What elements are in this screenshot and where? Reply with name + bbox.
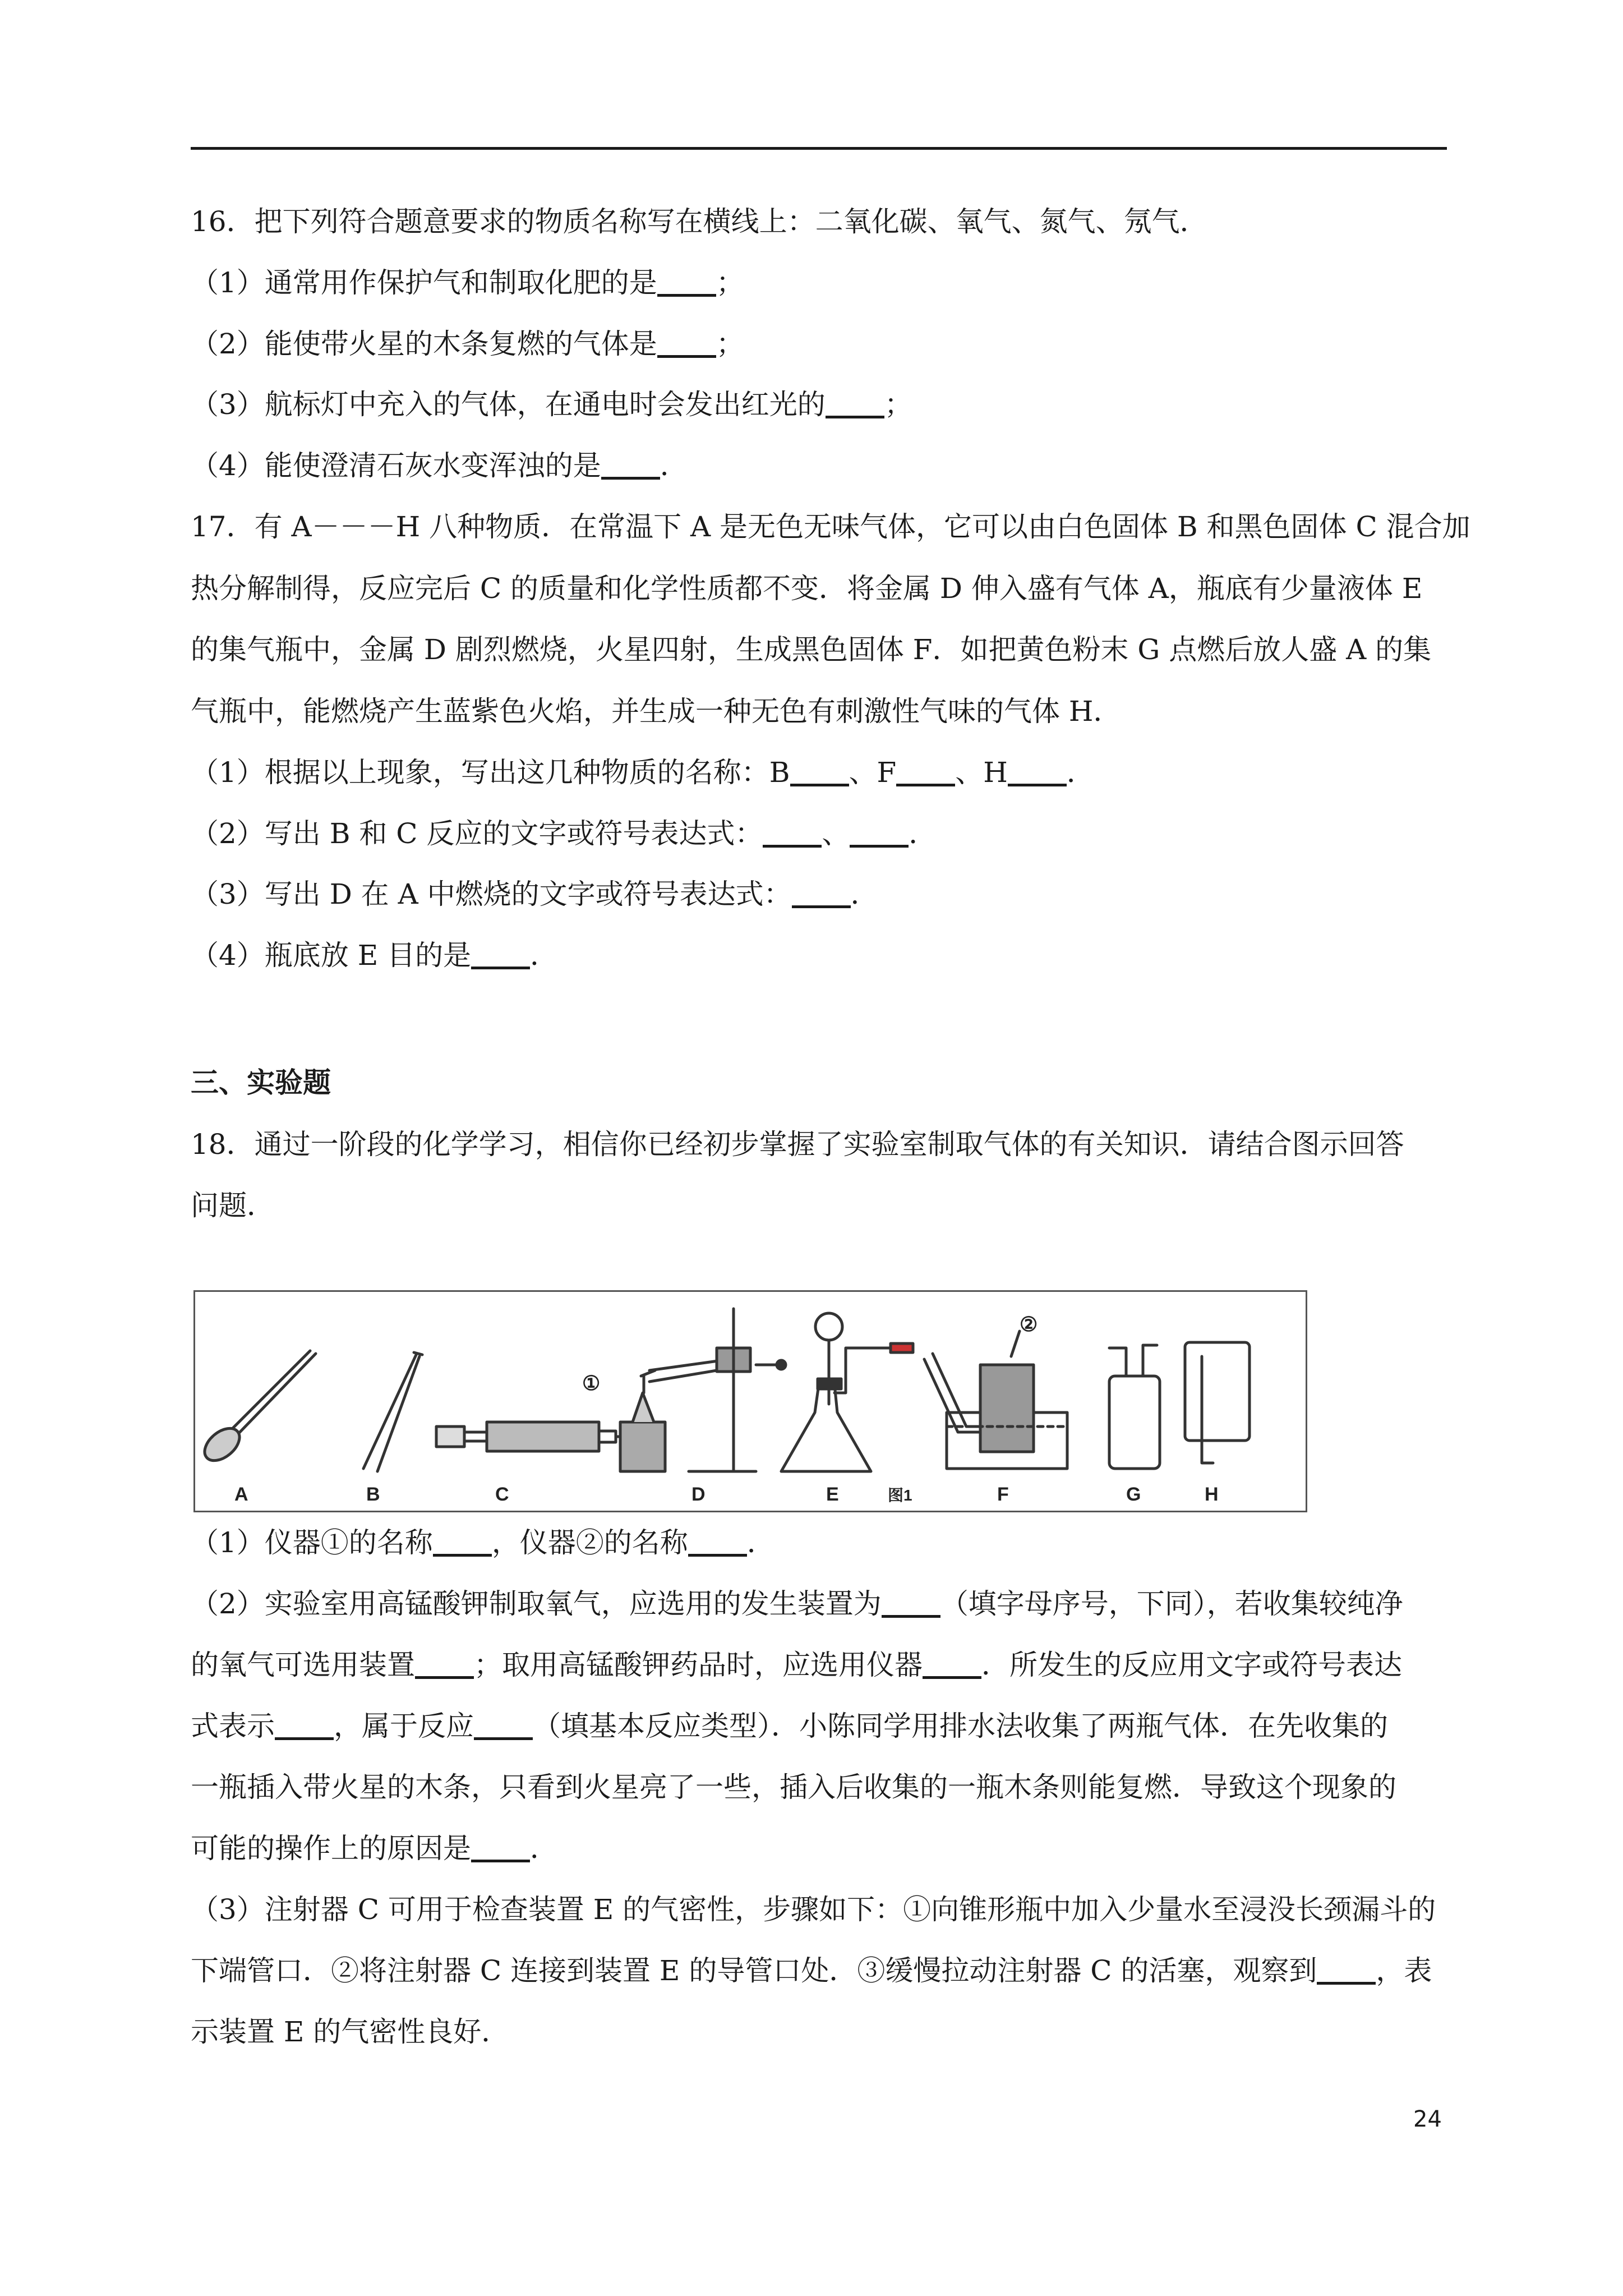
water-trough-drawing: [924, 1331, 1067, 1469]
q18-stem-line2: 问题．: [191, 1189, 275, 1222]
answer-blank[interactable]: [1317, 1957, 1376, 1985]
syringe-drawing: [436, 1422, 633, 1451]
q17-stem-line1: 17．有 A－－－H 八种物质．在常温下 A 是无色无味气体，它可以由白色固体 B 和黑色固体 C 混合加: [191, 510, 1470, 543]
q16-stem: 16．把下列符合题意要求的物质名称写在横线上：二氧化碳、氧气、氮气、氖气．: [191, 205, 1208, 238]
figure-label-f: F: [997, 1484, 1009, 1505]
figure-marker-1: ①: [582, 1372, 601, 1395]
tweezers-drawing: [363, 1352, 422, 1471]
figure-label-a: A: [234, 1484, 248, 1505]
q16-part4: （4）能使澄清石灰水变浑浊的是 ．: [191, 449, 688, 482]
answer-blank[interactable]: [826, 391, 884, 418]
figure-marker-2: ②: [1020, 1313, 1038, 1336]
answer-blank[interactable]: [688, 1529, 747, 1557]
q17-part2: （2）写出 B 和 C 反应的文字或符号表达式： 、 ．: [191, 817, 937, 850]
q18-part2-line4: 一瓶插入带火星的木条，只看到火星亮了一些，插入后收集的一瓶木条则能复燃．导致这个现象的: [191, 1771, 1396, 1803]
page-number: 24: [1413, 2106, 1442, 2132]
answer-blank[interactable]: [601, 452, 660, 480]
q17-part4: （4）瓶底放 E 目的是 ．: [191, 939, 559, 972]
q18-part2-line3: 式表示 ，属于反应 （填基本反应类型）．小陈同学用排水法收集了两瓶气体．在先收集的: [191, 1710, 1388, 1742]
answer-blank[interactable]: [275, 1713, 334, 1740]
figure-label-d: D: [691, 1484, 706, 1505]
q18-stem-line1: 18．通过一阶段的化学学习，相信你已经初步掌握了实验室制取气体的有关知识．请结合图示回答: [191, 1128, 1404, 1161]
answer-blank[interactable]: [433, 1529, 492, 1557]
answer-blank[interactable]: [763, 820, 822, 848]
q17-stem-line3: 的集气瓶中，金属 D 剧烈燃烧，火星四射，生成黑色固体 F．如把黄色粉末 G 点燃后放人盛 A 的集: [191, 633, 1432, 666]
figure-label-c: C: [495, 1484, 509, 1505]
figure-label-h: H: [1205, 1484, 1219, 1505]
figure-label-g: G: [1126, 1484, 1141, 1505]
apparatus-figure: [193, 1290, 1307, 1512]
q17-stem-line2: 热分解制得，反应完后 C 的质量和化学性质都不变．将金属 D 伸入盛有气体 A，瓶底有少量液体 E: [191, 572, 1423, 605]
answer-blank[interactable]: [896, 759, 955, 786]
answer-blank[interactable]: [1008, 759, 1067, 786]
q18-part1: （1）仪器①的名称 ，仪器②的名称 ．: [191, 1526, 775, 1559]
answer-blank[interactable]: [415, 1651, 474, 1679]
q18-part3-line1: （3）注射器 C 可用于检查装置 E 的气密性，步骤如下：①向锥形瓶中加入少量水至浸没长颈漏斗的: [191, 1893, 1436, 1926]
header-rule: [191, 147, 1447, 150]
q16-part2: （2）能使带火星的木条复燃的气体是 ；: [191, 328, 744, 360]
answer-blank[interactable]: [474, 1713, 533, 1740]
conical-flask-drawing: [781, 1313, 913, 1471]
answer-blank[interactable]: [923, 1651, 981, 1679]
figure-caption: 图1: [888, 1487, 912, 1504]
q17-stem-line4: 气瓶中，能燃烧产生蓝紫色火焰，并生成一种无色有刺激性气味的气体 H．: [191, 695, 1122, 728]
q18-part2-line5: 可能的操作上的原因是 ．: [191, 1832, 558, 1865]
q18-part2-line1: （2）实验室用高锰酸钾制取氧气，应选用的发生装置为 （填字母序号，下同），若收集较纯净: [191, 1588, 1403, 1620]
answer-blank[interactable]: [657, 330, 716, 358]
q17-part3: （3）写出 D 在 A 中燃烧的文字或符号表达式： ．: [191, 878, 879, 910]
answer-blank[interactable]: [850, 820, 909, 848]
figure-label-e: E: [826, 1484, 839, 1505]
answer-blank[interactable]: [471, 1835, 530, 1862]
answer-blank[interactable]: [657, 269, 716, 297]
answer-blank[interactable]: [792, 881, 851, 908]
answer-blank[interactable]: [790, 759, 849, 786]
answer-blank[interactable]: [471, 942, 530, 969]
q18-part2-line2: 的氧气可选用装置 ；取用高锰酸钾药品时，应选用仪器 ．所发生的反应用文字或符号表达: [191, 1649, 1402, 1681]
inverted-bottle-drawing: [1185, 1342, 1249, 1463]
gas-bottle-drawing: [1109, 1345, 1160, 1469]
q17-part1: （1）根据以上现象，写出这几种物质的名称：B 、F 、H ．: [191, 756, 1095, 789]
q16-part1: （1）通常用作保护气和制取化肥的是 ；: [191, 266, 744, 299]
q18-part3-line2: 下端管口．②将注射器 C 连接到装置 E 的导管口处．③缓慢拉动注射器 C 的活塞，观察到 ，表: [191, 1954, 1432, 1987]
q16-part3: （3）航标灯中充入的气体，在通电时会发出红光的 ；: [191, 388, 912, 421]
answer-blank[interactable]: [882, 1590, 940, 1618]
figure-label-b: B: [366, 1484, 380, 1505]
q18-part3-line3: 示装置 E 的气密性良好．: [191, 2016, 510, 2048]
heating-apparatus-drawing: [620, 1309, 786, 1471]
spoon-drawing: [199, 1351, 316, 1467]
section-heading: 三、实验题: [191, 1066, 331, 1099]
